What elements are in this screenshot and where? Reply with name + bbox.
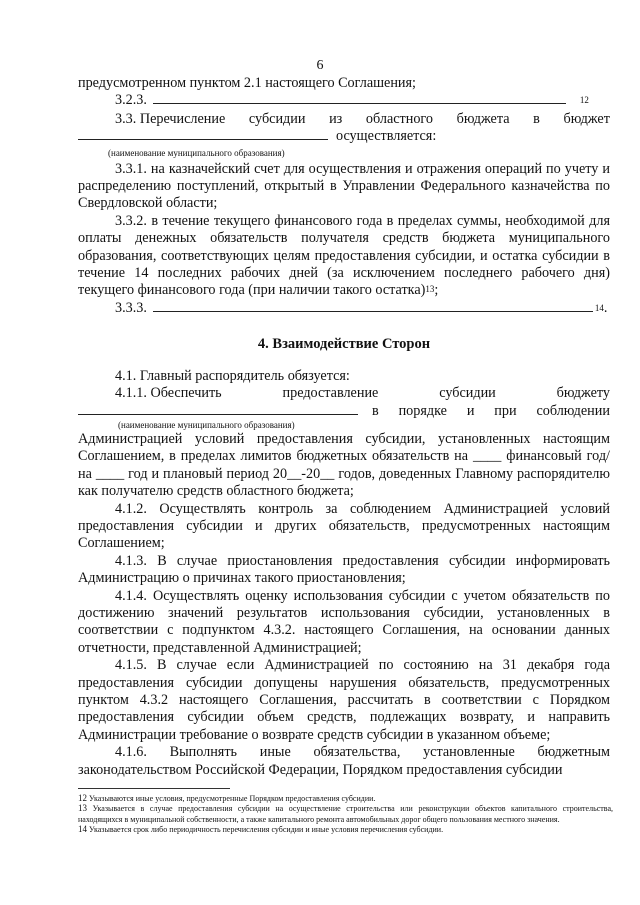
word: областного (365, 110, 433, 127)
footnote-ref-13: 13 (425, 284, 435, 295)
clause-3-3-2 (78, 213, 610, 300)
section-heading: 4. Взаимодействие Сторон (257, 336, 431, 353)
blank-field-line (153, 300, 593, 312)
clause-3-3-1: 3.3.1. на казначейский счет для осуществления и отражения операций по учету и распределению поступлений, открытый в Управлении Федерального казначейства по Свердловской области; (78, 160, 610, 212)
clause-4-1-1-line2 (78, 403, 610, 420)
word: в (533, 110, 540, 127)
footnote (78, 825, 613, 835)
document-body (78, 75, 610, 779)
word: в (372, 402, 379, 419)
blank-field-line (153, 92, 566, 104)
clause-4-1-1-rest: Администрацией условий предоставления субсидии, установленных настоящим Соглашением, в пределах лимитов бюджетных обязательств на ____ финансовый год/на ____ год и плановый период 20__-20__ годов, доведенных Главному распорядителю как получателю средств областного бюджета; (78, 430, 610, 500)
word: 4.1.1. Обеспечить (115, 385, 222, 402)
clause-3-2-3 (78, 92, 610, 110)
footnote-ref-12: 12 (579, 95, 589, 106)
word: порядке (398, 402, 447, 419)
word: субсидии (248, 110, 306, 127)
clause-text: 3.3.2. в течение текущего финансового года в пределах суммы, необходимой для оплаты денежных обязательств получателя средств бюджета муниципального образования, соответствующих целям предоставления субсидии, и остатка субсидии в течение 14 последних рабочих дней (за исключением последнего рабочего дня) текущего финансового года (при наличии такого остатка) (78, 212, 610, 299)
word: бюджету (556, 385, 610, 402)
word: предоставление (282, 385, 379, 402)
punct: ; (434, 282, 439, 299)
footnote-number: 14 (78, 823, 87, 834)
clause-3-3-line1 (78, 111, 610, 128)
word: бюджета (456, 110, 510, 127)
footnote-separator (78, 788, 230, 789)
blank-field-line (78, 403, 358, 415)
word: субсидии (439, 385, 496, 402)
word: бюджет (563, 110, 610, 127)
blank-field-line (78, 128, 328, 140)
word: при (494, 402, 517, 419)
footnote-number: 12 (78, 793, 87, 803)
footnote (78, 804, 613, 825)
word: 3.3. Перечисление (115, 110, 226, 127)
footnotes (78, 794, 613, 835)
clause-4-1: 4.1. Главный распорядитель обязуется: (115, 367, 350, 384)
clause-tail: осуществляется: (336, 128, 437, 145)
footnote-number: 13 (78, 803, 87, 814)
paragraph-intro-line: предусмотренном пунктом 2.1 настоящего Соглашения; (78, 75, 416, 91)
word: и (466, 402, 475, 419)
clause-number: 3.2.3. (115, 92, 147, 109)
footnote-text: Указывается в случае предоставления субсидии на осуществление строительства или реконструкции объектов капитального строительства, находящихся в муниципальной собственности, а также капитального ремонта автомобильных дорог общего пользования местного значения. (78, 804, 614, 824)
footnote-text: Указывается срок либо периодичность перечисления субсидии и иные условия перечисления субсидии. (89, 824, 444, 834)
field-caption: (наименование муниципального образования) (118, 419, 295, 430)
field-caption: (наименование муниципального образования) (108, 147, 285, 158)
footnote-ref-14: 14 (594, 302, 604, 313)
footnote (78, 794, 613, 804)
clause-4-1-5: 4.1.5. В случае если Администрацией по состоянию на 31 декабря года предоставления субсидии допущены нарушения обязательств, предусмотренных пунктом 4.3.2 настоящего Соглашения, рассчитать в соответствии с Порядком предоставления субсидии объем средств, подлежащих возврату, и направить Администрации требование о возврате средств субсидии в указанном объеме; (78, 657, 610, 743)
page-number: 6 (316, 58, 324, 73)
clause-number: 3.3.3. (115, 299, 147, 316)
clause-4-1-6: 4.1.6. Выполнять иные обязательства, установленные бюджетным законодательством Российской Федерации, Порядком предоставления субсидии (78, 744, 610, 778)
clause-4-1-1-line1 (78, 385, 610, 402)
line-words (372, 403, 610, 420)
clause-4-1-4: 4.1.4. Осуществлять оценку использования субсидии с учетом обязательств по достижению значений результатов использования субсидии, установленных в соответствии с подпунктом 4.3.2. настоящего Соглашения, на основании данных отчетности, представленной Администрацией; (78, 587, 610, 656)
footnote-text: Указываются иные условия, предусмотренные Порядком предоставления субсидии. (89, 794, 376, 803)
punct: . (603, 299, 608, 316)
clause-4-1-2: 4.1.2. Осуществлять контроль за соблюдением Администрацией условий предоставления субсидии и других обязательств, предусмотренных настоящим Соглашением; (78, 500, 610, 552)
clause-3-3-line2 (78, 128, 610, 145)
word: из (329, 110, 343, 127)
word: соблюдении (536, 402, 610, 419)
clause-3-3-3 (78, 300, 610, 318)
clause-4-1-3: 4.1.3. В случае приостановления предоставления субсидии информировать Администрацию о причинах такого приостановления; (78, 552, 610, 587)
